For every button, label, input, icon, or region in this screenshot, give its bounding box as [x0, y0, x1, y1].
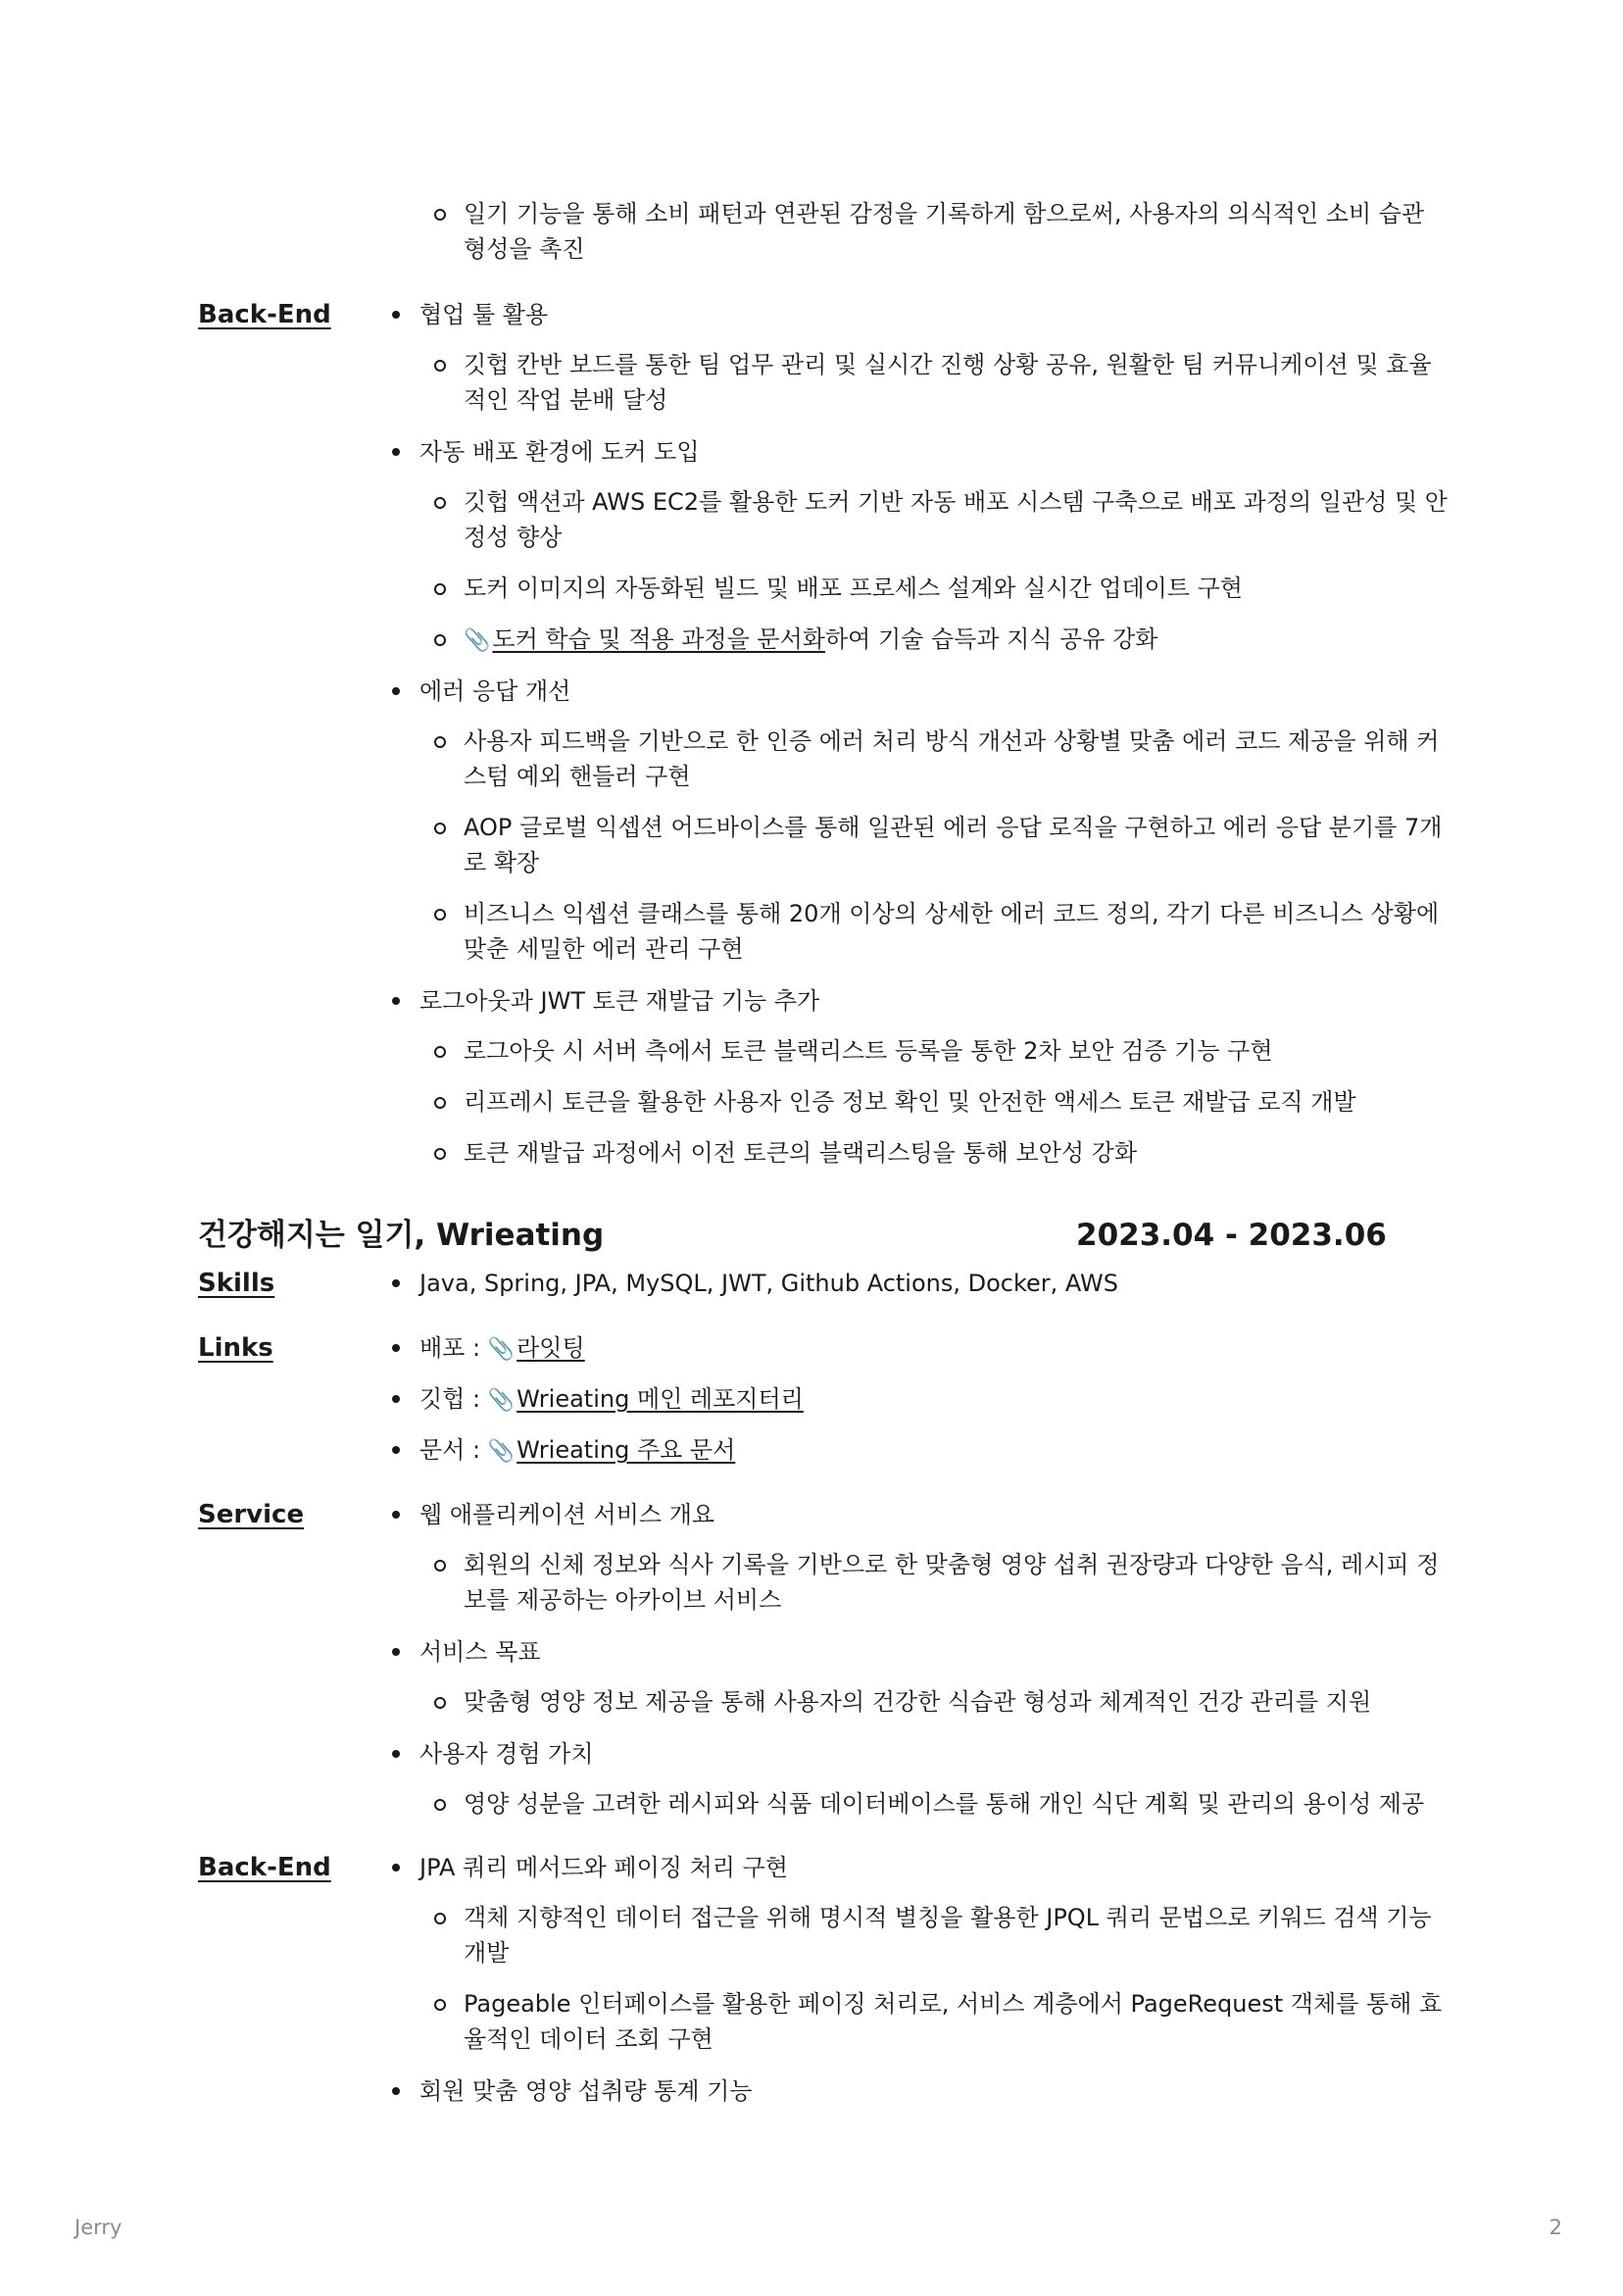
bullet: [392, 997, 400, 1005]
list-item-text: 객체 지향적인 데이터 접근을 위해 명시적 별칭을 활용한 JPQL 쿼리 문법으로 키워드 검색 기능 개발: [464, 1904, 1432, 1967]
bullet: [392, 2087, 400, 2095]
section-label-service: Service: [198, 1500, 305, 1529]
bullet: [392, 1446, 400, 1454]
list-item-text: 사용자 경험 가치: [419, 1740, 594, 1768]
list-item-text: 리프레시 토큰을 활용한 사용자 인증 정보 확인 및 안전한 액세스 토큰 재발급 로직 개발: [464, 1088, 1356, 1116]
list-item: [464, 484, 1453, 555]
list-item: [464, 347, 1453, 418]
hollow-bullet: [434, 1913, 446, 1924]
list-item: [464, 896, 1453, 967]
bullet: [392, 1344, 400, 1352]
list-item: [464, 1986, 1453, 2057]
hollow-bullet: [434, 1097, 446, 1109]
list-item-text: 회원 맞춤 영양 섭취량 통계 기능: [419, 2077, 753, 2105]
list-item-text: 로그아웃 시 서버 측에서 토큰 블랙리스트 등록을 통한 2차 보안 검증 기능 구현: [464, 1037, 1273, 1065]
list-item: [419, 296, 1449, 333]
page-number: 2: [1549, 2216, 1562, 2239]
hollow-bullet: [434, 634, 446, 646]
bullet: [392, 1750, 400, 1758]
paperclip-icon: 📎: [487, 1388, 516, 1413]
section-label-backend: Back-End: [198, 1853, 331, 1882]
list-item-text: 자동 배포 환경에 도커 도입: [419, 438, 700, 466]
paperclip-icon: 📎: [487, 1337, 516, 1362]
bullet: [392, 448, 400, 456]
list-item: [419, 2072, 1449, 2110]
list-item-text: 맞춤형 영양 정보 제공을 통해 사용자의 건강한 식습관 형성과 체계적인 건강 관리를 지원: [464, 1688, 1372, 1716]
list-item: [419, 673, 1449, 710]
section-label-backend: Back-End: [198, 300, 331, 329]
footer-author: Jerry: [74, 2216, 123, 2239]
bullet: [392, 1648, 400, 1656]
list-item: [464, 1084, 1453, 1120]
list-item: [464, 571, 1453, 606]
list-item-text: 도커 이미지의 자동화된 빌드 및 배포 프로세스 설계와 실시간 업데이트 구현: [464, 574, 1243, 602]
list-item: [419, 433, 1449, 471]
deploy-link[interactable]: 라잇팅: [516, 1334, 585, 1362]
hollow-bullet: [434, 736, 446, 748]
paperclip-icon: 📎: [487, 1439, 516, 1464]
hollow-bullet: [434, 823, 446, 834]
list-item: [464, 1786, 1453, 1822]
list-item: [419, 1633, 1449, 1671]
link-prefix: 배포 :: [419, 1334, 488, 1362]
list-item: [464, 810, 1453, 880]
hollow-bullet: [434, 1046, 446, 1058]
list-item: [419, 1849, 1449, 1886]
section-label-links: Links: [198, 1333, 273, 1363]
bullet: [392, 311, 400, 319]
list-item: [419, 1380, 1449, 1420]
link-prefix: 문서 :: [419, 1436, 488, 1464]
bullet: [392, 1279, 400, 1287]
paperclip-icon: 📎: [464, 628, 491, 653]
list-item-text: 하여 기술 습득과 지식 공유 강화: [824, 625, 1158, 653]
list-item-text: 웹 애플리케이션 서비스 개요: [419, 1501, 715, 1528]
hollow-bullet: [434, 583, 446, 595]
list-item: [464, 196, 1453, 267]
list-item: [464, 1547, 1453, 1618]
list-item-text: Pageable 인터페이스를 활용한 페이징 처리로, 서비스 계층에서 PageRequest 객체를 통해 효율적인 데이터 조회 구현: [464, 1990, 1443, 2053]
list-item: [419, 1329, 1449, 1369]
list-item-text: 회원의 신체 정보와 식사 기록을 기반으로 한 맞춤형 영양 섭취 권장량과 다양한 음식, 레시피 정보를 제공하는 아카이브 서비스: [464, 1551, 1440, 1614]
hollow-bullet: [434, 1697, 446, 1709]
hollow-bullet: [434, 209, 446, 221]
project-period: 2023.04 - 2023.06: [1076, 1218, 1387, 1253]
bullet: [392, 1511, 400, 1519]
bullet: [392, 1395, 400, 1403]
list-item: [419, 982, 1449, 1020]
docker-doc-link[interactable]: 도커 학습 및 적용 과정을 문서화: [492, 625, 825, 653]
list-item-text: 토큰 재발급 과정에서 이전 토큰의 블랙리스팅을 통해 보안성 강화: [464, 1139, 1137, 1167]
list-item: [419, 1431, 1449, 1471]
hollow-bullet: [434, 1560, 446, 1572]
list-item: [464, 1135, 1453, 1171]
list-item-text: 사용자 피드백을 기반으로 한 인증 에러 처리 방식 개선과 상황별 맞춤 에러 코드 제공을 위해 커스텀 예외 핸들러 구현: [464, 727, 1440, 790]
list-item-text: 일기 기능을 통해 소비 패턴과 연관된 감정을 기록하게 함으로써, 사용자의 의식적인 소비 습관 형성을 촉진: [464, 200, 1425, 263]
list-item-text: 비즈니스 익셉션 클래스를 통해 20개 이상의 상세한 에러 코드 정의, 각기 다른 비즈니스 상황에 맞춘 세밀한 에러 관리 구현: [464, 900, 1440, 963]
list-item: [464, 724, 1453, 794]
list-item-text: 깃헙 칸반 보드를 통한 팀 업무 관리 및 실시간 진행 상황 공유, 원활한 팀 커뮤니케이션 및 효율적인 작업 분배 달성: [464, 351, 1432, 414]
list-item-text: 영양 성분을 고려한 레시피와 식품 데이터베이스를 통해 개인 식단 계획 및 관리의 용이성 제공: [464, 1790, 1425, 1818]
docs-link[interactable]: Wrieating 주요 문서: [516, 1436, 736, 1464]
list-item: [464, 1684, 1453, 1720]
hollow-bullet: [434, 1799, 446, 1811]
link-prefix: 깃헙 :: [419, 1385, 488, 1413]
list-item-text: 깃헙 액션과 AWS EC2를 활용한 도커 기반 자동 배포 시스템 구축으로 배포 과정의 일관성 및 안정성 향상: [464, 488, 1448, 551]
bullet: [392, 687, 400, 695]
list-item-text: AOP 글로벌 익셉션 어드바이스를 통해 일관된 에러 응답 로직을 구현하고 에러 응답 분기를 7개로 확장: [464, 814, 1443, 876]
list-item-text: 협업 툴 활용: [419, 301, 549, 328]
skills-text: Java, Spring, JPA, MySQL, JWT, Github Actions, Docker, AWS: [419, 1270, 1118, 1297]
section-label-skills: Skills: [198, 1269, 275, 1298]
list-item: [419, 1496, 1449, 1533]
list-item: [419, 1265, 1449, 1302]
hollow-bullet: [434, 1999, 446, 2011]
project-title: 건강해지는 일기, Wrieating: [198, 1218, 605, 1253]
hollow-bullet: [434, 497, 446, 509]
hollow-bullet: [434, 1148, 446, 1160]
hollow-bullet: [434, 909, 446, 921]
hollow-bullet: [434, 360, 446, 372]
list-item: [464, 1900, 1453, 1971]
list-item-text: JPA 쿼리 메서드와 페이징 처리 구현: [419, 1854, 788, 1881]
list-item-text: 서비스 목표: [419, 1638, 541, 1666]
list-item: [419, 1735, 1449, 1772]
list-item-text: 로그아웃과 JWT 토큰 재발급 기능 추가: [419, 987, 820, 1015]
bullet: [392, 1864, 400, 1872]
list-item: [464, 1033, 1453, 1069]
list-item-text: 에러 응답 개선: [419, 677, 571, 705]
github-repo-link[interactable]: Wrieating 메인 레포지터리: [516, 1385, 804, 1413]
list-item: [464, 622, 1453, 659]
